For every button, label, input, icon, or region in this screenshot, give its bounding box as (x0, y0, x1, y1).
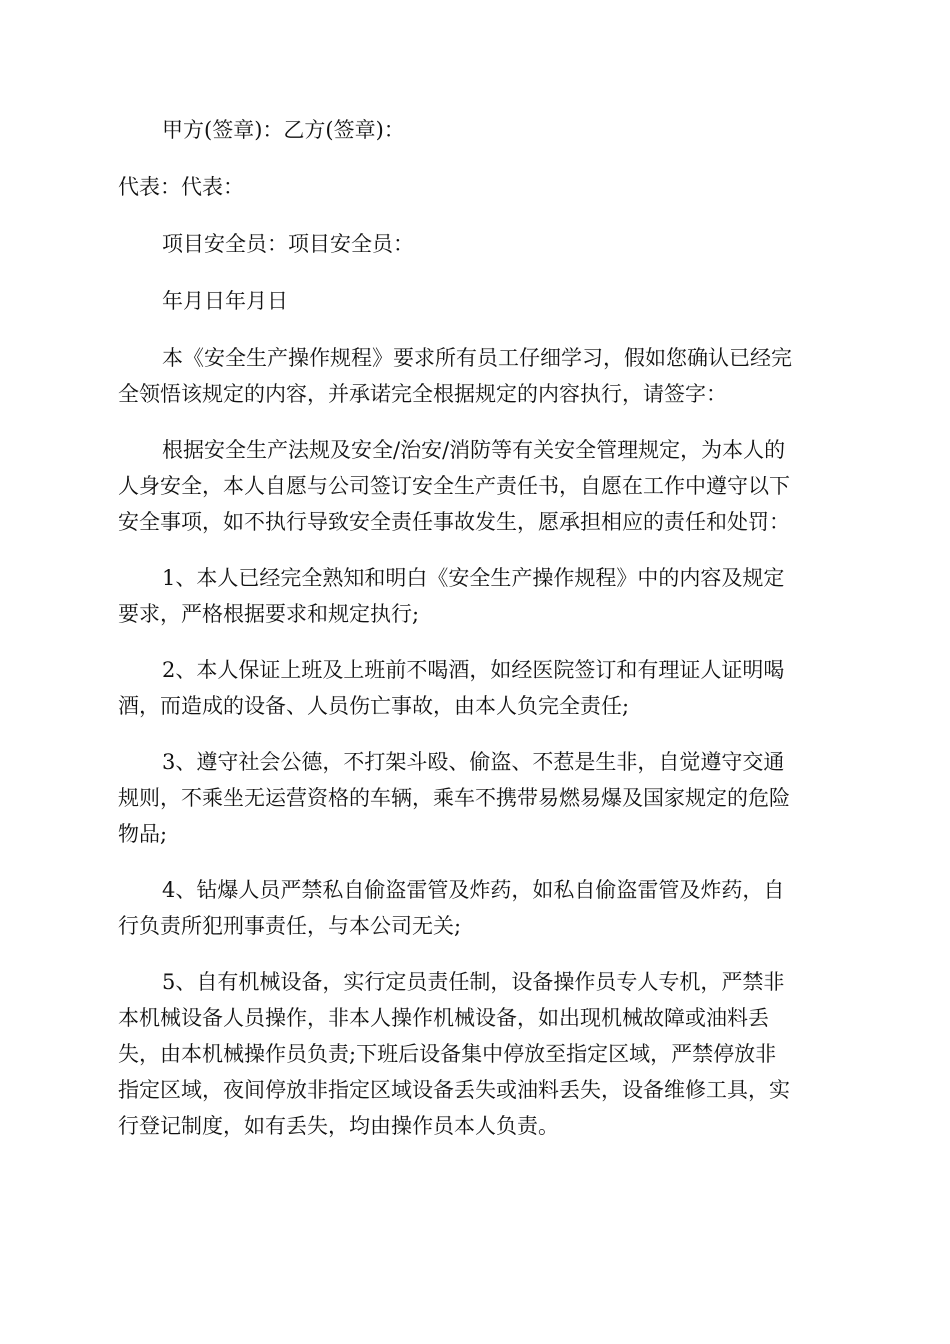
paragraph-line: 物品; (118, 822, 168, 846)
paragraph-line: 4、钻爆人员严禁私自偷盗雷管及炸药，如私自偷盗雷管及炸药，自 (162, 878, 785, 902)
paragraph-line: 本机械设备人员操作，非本人操作机械设备，如出现机械故障或油料丢 (118, 1006, 769, 1030)
document-page (118, 112, 834, 1164)
paragraph-intro (118, 340, 834, 412)
clause-2 (118, 652, 834, 724)
clause-5 (118, 964, 834, 1144)
paragraph-line: 本《安全生产操作规程》要求所有员工仔细学习，假如您确认已经完 (162, 346, 792, 370)
paragraph-line: 指定区域，夜间停放非指定区域设备丢失或油料丢失，设备维修工具，实 (118, 1078, 790, 1102)
paragraph-line: 行负责所犯刑事责任，与本公司无关; (118, 914, 462, 938)
paragraph-line: 要求，严格根据要求和规定执行; (118, 602, 420, 626)
signature-dates-line: 年月日年月日 (162, 289, 288, 313)
paragraph-line: 根据安全生产法规及安全/治安/消防等有关安全管理规定，为本人的 (162, 438, 786, 462)
paragraph-line: 1、本人已经完全熟知和明白《安全生产操作规程》中的内容及规定 (162, 566, 785, 590)
clause-3 (118, 744, 834, 852)
paragraph-line: 规则，不乘坐无运营资格的车辆，乘车不携带易燃易爆及国家规定的危险 (118, 786, 790, 810)
signature-safety-officers-line: 项目安全员：项目安全员： (162, 232, 414, 256)
signature-parties-line: 甲方(签章)：乙方(签章)： (162, 118, 405, 142)
clause-1 (118, 560, 834, 632)
signature-representatives-line: 代表：代表： (118, 175, 244, 199)
paragraph-line: 全领悟该规定的内容，并承诺完全根据规定的内容执行，请签字： (118, 382, 727, 406)
paragraph-line: 酒，而造成的设备、人员伤亡事故，由本人负完全责任; (118, 694, 630, 718)
paragraph-line: 失，由本机械操作员负责;下班后设备集中停放至指定区域，严禁停放非 (118, 1042, 777, 1066)
paragraph-line: 行登记制度，如有丢失，均由操作员本人负责。 (118, 1114, 559, 1138)
paragraph-line: 安全事项，如不执行导致安全责任事故发生，愿承担相应的责任和处罚： (118, 510, 790, 534)
paragraph-regulations (118, 432, 834, 540)
paragraph-line: 3、遵守社会公德，不打架斗殴、偷盗、不惹是生非，自觉遵守交通 (162, 750, 785, 774)
paragraph-line: 5、自有机械设备，实行定员责任制，设备操作员专人专机，严禁非 (162, 970, 785, 994)
clause-4 (118, 872, 834, 944)
paragraph-line: 2、本人保证上班及上班前不喝酒，如经医院签订和有理证人证明喝 (162, 658, 785, 682)
paragraph-line: 人身安全，本人自愿与公司签订安全生产责任书，自愿在工作中遵守以下 (118, 474, 790, 498)
